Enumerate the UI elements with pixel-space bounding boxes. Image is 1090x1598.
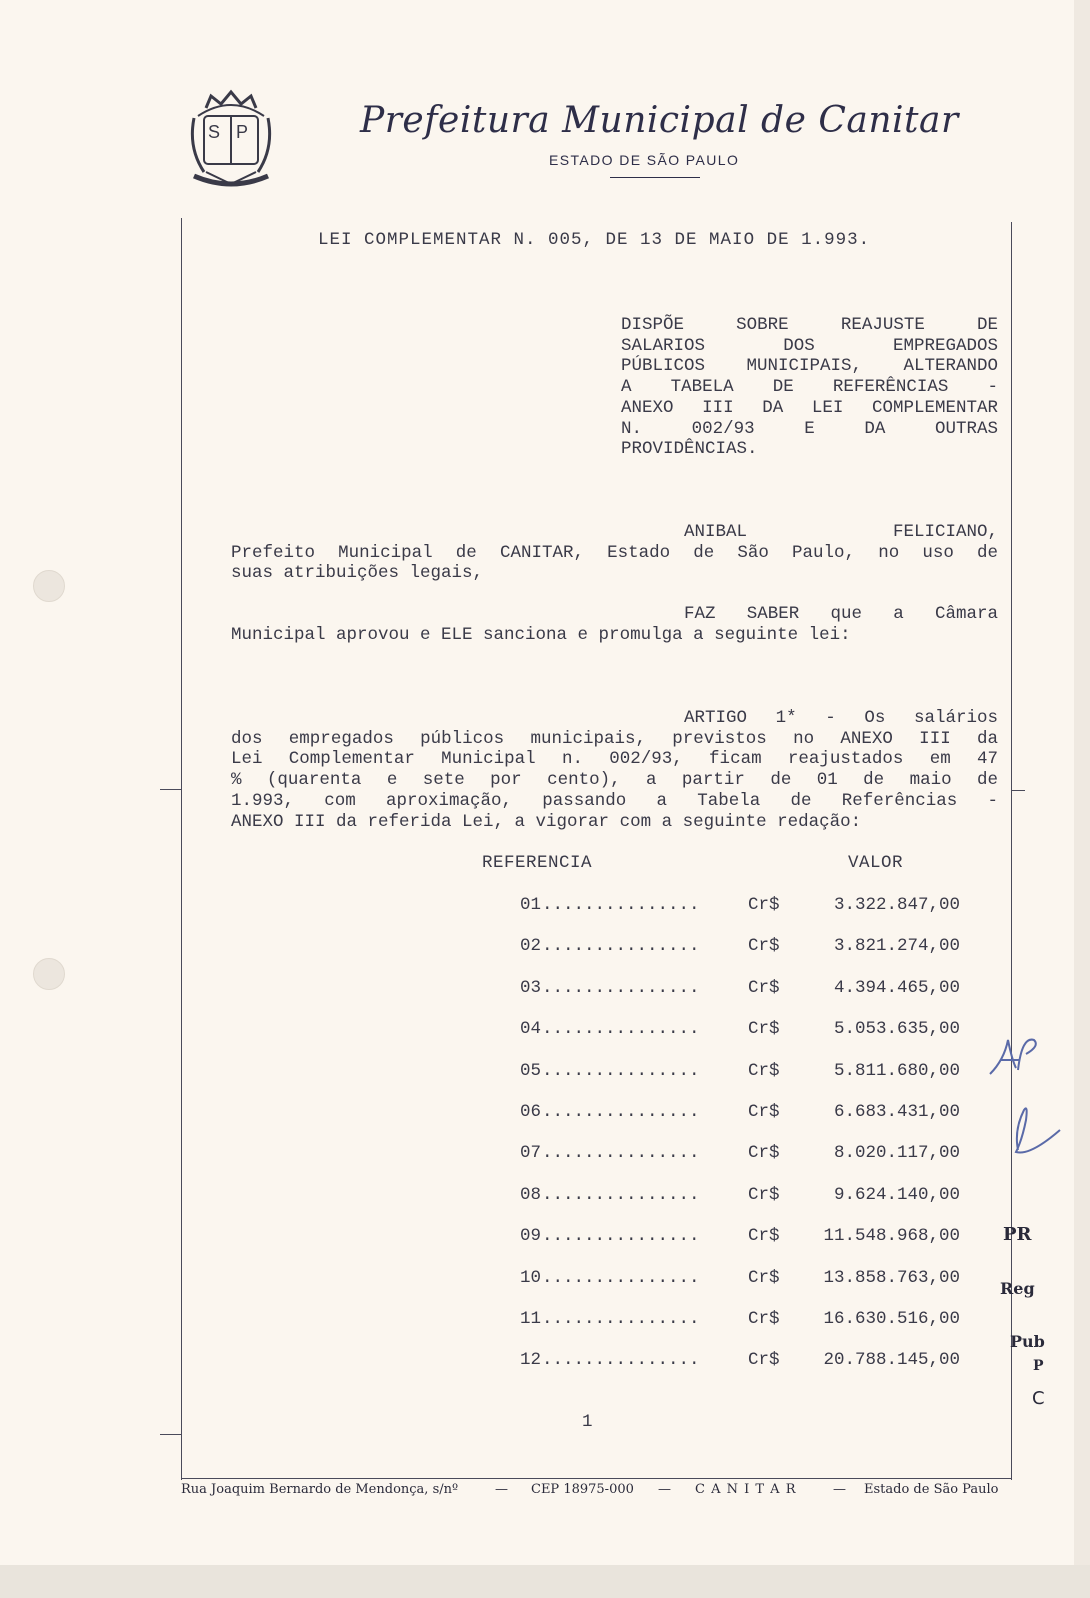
reference-code: 08 <box>520 1184 542 1205</box>
footer-address-bar <box>181 1482 1012 1502</box>
reference-code: 10 <box>520 1267 542 1288</box>
reference-code: 03 <box>520 977 542 998</box>
footer-state: Estado de São Paulo <box>864 1482 999 1497</box>
punch-hole <box>33 958 65 990</box>
footer-cep: CEP 18975-000 <box>531 1482 634 1497</box>
salary-value: 4.394.465,00 <box>833 977 960 998</box>
currency-symbol: Cr$ <box>748 1143 780 1164</box>
page-number: 1 <box>582 1412 593 1432</box>
salary-value: 3.322.847,00 <box>833 895 960 915</box>
salary-value: 8.020.117,00 <box>833 1143 960 1164</box>
reference-code: 01 <box>520 895 542 915</box>
footer-divider <box>181 1478 1012 1479</box>
footer-separator: — <box>658 1482 671 1497</box>
table-row <box>520 935 960 957</box>
coat-of-arms-seal-icon <box>186 88 276 196</box>
currency-symbol: Cr$ <box>748 1226 780 1247</box>
column-header-reference: REFERENCIA <box>482 853 593 873</box>
paragraph-line: ANIBAL FELICIANO, <box>684 522 998 542</box>
table-row <box>520 1349 960 1371</box>
margin-stamp-text: Pub <box>1010 1332 1045 1351</box>
currency-symbol: Cr$ <box>748 936 780 957</box>
summary-line: SALARIOS DOS EMPREGADOS <box>621 335 998 356</box>
summary-line: ANEXO III DA LEI COMPLEMENTAR <box>621 397 998 418</box>
leader-dots: ............... <box>542 1267 700 1288</box>
fold-mark <box>160 1434 181 1435</box>
paragraph-line: Lei Complementar Municipal n. 002/93, ficam reajustados em 47 <box>231 749 998 770</box>
currency-symbol: Cr$ <box>748 1102 780 1122</box>
table-row <box>520 1267 960 1289</box>
left-margin-line <box>181 218 182 1480</box>
svg-text:S: S <box>208 122 221 142</box>
leader-dots: ............... <box>542 1309 700 1329</box>
table-row <box>520 1018 960 1040</box>
currency-symbol: Cr$ <box>748 1267 780 1288</box>
salary-value: 20.788.145,00 <box>823 1350 960 1371</box>
salary-value: 6.683.431,00 <box>833 1102 960 1122</box>
table-row <box>520 1142 960 1164</box>
salary-value: 16.630.516,00 <box>823 1309 960 1329</box>
currency-symbol: Cr$ <box>748 1060 780 1081</box>
paragraph-line: dos empregados públicos municipais, previstos no ANEXO III da <box>231 728 998 749</box>
municipality-title: Prefeitura Municipal de Canitar <box>360 100 959 141</box>
summary-line: N. 002/93 E DA OUTRAS <box>621 418 998 439</box>
reference-code: 02 <box>520 936 542 957</box>
summary-line: PROVIDÊNCIAS. <box>621 439 758 460</box>
salary-value: 11.548.968,00 <box>823 1226 960 1247</box>
currency-symbol: Cr$ <box>748 1019 780 1040</box>
paragraph-line: FAZ SABER que a Câmara <box>684 604 998 624</box>
law-summary <box>621 315 998 460</box>
reference-code: 05 <box>520 1060 542 1081</box>
reference-code: 04 <box>520 1019 542 1040</box>
salary-value: 9.624.140,00 <box>833 1184 960 1205</box>
reference-code: 11 <box>520 1309 542 1329</box>
reference-code: 07 <box>520 1143 542 1164</box>
mayor-paragraph <box>231 522 998 584</box>
table-row <box>520 1060 960 1082</box>
leader-dots: ............... <box>542 1350 700 1371</box>
leader-dots: ............... <box>542 1143 700 1164</box>
table-row <box>520 1184 960 1206</box>
handwritten-signature-icon <box>1010 1100 1070 1160</box>
footer-city: C A N I T A R <box>695 1482 797 1497</box>
margin-stamp-text: PR <box>1003 1224 1032 1245</box>
salary-value: 5.053.635,00 <box>833 1019 960 1040</box>
salary-value: 13.858.763,00 <box>823 1267 960 1288</box>
summary-line: DISPÕE SOBRE REAJUSTE DE <box>621 315 998 335</box>
leader-dots: ............... <box>542 1184 700 1205</box>
reference-code: 06 <box>520 1102 542 1122</box>
column-header-value: VALOR <box>848 853 904 873</box>
summary-line: A TABELA DE REFERÊNCIAS - <box>621 377 998 398</box>
page-bottom-edge <box>0 1565 1090 1598</box>
margin-stamp-text: C <box>1032 1388 1045 1409</box>
svg-text:P: P <box>236 122 249 142</box>
table-row <box>520 1225 960 1247</box>
currency-symbol: Cr$ <box>748 1309 780 1329</box>
table-row <box>520 977 960 999</box>
leader-dots: ............... <box>542 895 700 915</box>
leader-dots: ............... <box>542 936 700 957</box>
paragraph-line: ARTIGO 1* - Os salários <box>684 708 998 728</box>
article-1-paragraph <box>231 708 998 832</box>
reference-code: 12 <box>520 1350 542 1371</box>
leader-dots: ............... <box>542 1019 700 1040</box>
paragraph-line: suas atribuições legais, <box>231 563 484 584</box>
currency-symbol: Cr$ <box>748 895 780 915</box>
enactment-paragraph <box>231 604 998 645</box>
fold-mark <box>160 789 181 790</box>
paragraph-line: 1.993, com aproximação, passando a Tabela de Referências - <box>231 790 998 811</box>
footer-separator: — <box>495 1482 508 1497</box>
table-row <box>520 894 960 916</box>
table-row <box>520 1308 960 1330</box>
salary-value: 5.811.680,00 <box>833 1060 960 1081</box>
reference-code: 09 <box>520 1226 542 1247</box>
paragraph-line: % (quarenta e sete por cento), a partir de 01 de maio de <box>231 770 998 791</box>
currency-symbol: Cr$ <box>748 977 780 998</box>
currency-symbol: Cr$ <box>748 1184 780 1205</box>
leader-dots: ............... <box>542 977 700 998</box>
margin-stamp-text: Reg <box>1000 1279 1035 1298</box>
footer-separator: — <box>833 1482 846 1497</box>
fold-mark <box>1011 790 1025 791</box>
paragraph-line: Municipal aprovou e ELE sanciona e promulga a seguinte lei: <box>231 624 851 645</box>
page-edge-shadow <box>1074 0 1090 1598</box>
state-name: ESTADO DE SÃO PAULO <box>549 152 740 168</box>
salary-value: 3.821.274,00 <box>833 936 960 957</box>
summary-line: PÚBLICOS MUNICIPAIS, ALTERANDO <box>621 356 998 377</box>
margin-stamp-text: P <box>1033 1358 1044 1374</box>
header-divider <box>610 177 700 178</box>
law-title: LEI COMPLEMENTAR N. 005, DE 13 DE MAIO DE 1.993. <box>318 230 871 250</box>
paragraph-line: Prefeito Municipal de CANITAR, Estado de São Paulo, no uso de <box>231 542 998 563</box>
currency-symbol: Cr$ <box>748 1350 780 1371</box>
leader-dots: ............... <box>542 1060 700 1081</box>
handwritten-initials-icon <box>986 1030 1042 1080</box>
punch-hole <box>33 570 65 602</box>
footer-address: Rua Joaquim Bernardo de Mendonça, s/nº <box>181 1482 459 1497</box>
leader-dots: ............... <box>542 1226 700 1247</box>
paragraph-line: ANEXO III da referida Lei, a vigorar com a seguinte redação: <box>231 811 862 832</box>
table-row <box>520 1101 960 1123</box>
leader-dots: ............... <box>542 1102 700 1122</box>
